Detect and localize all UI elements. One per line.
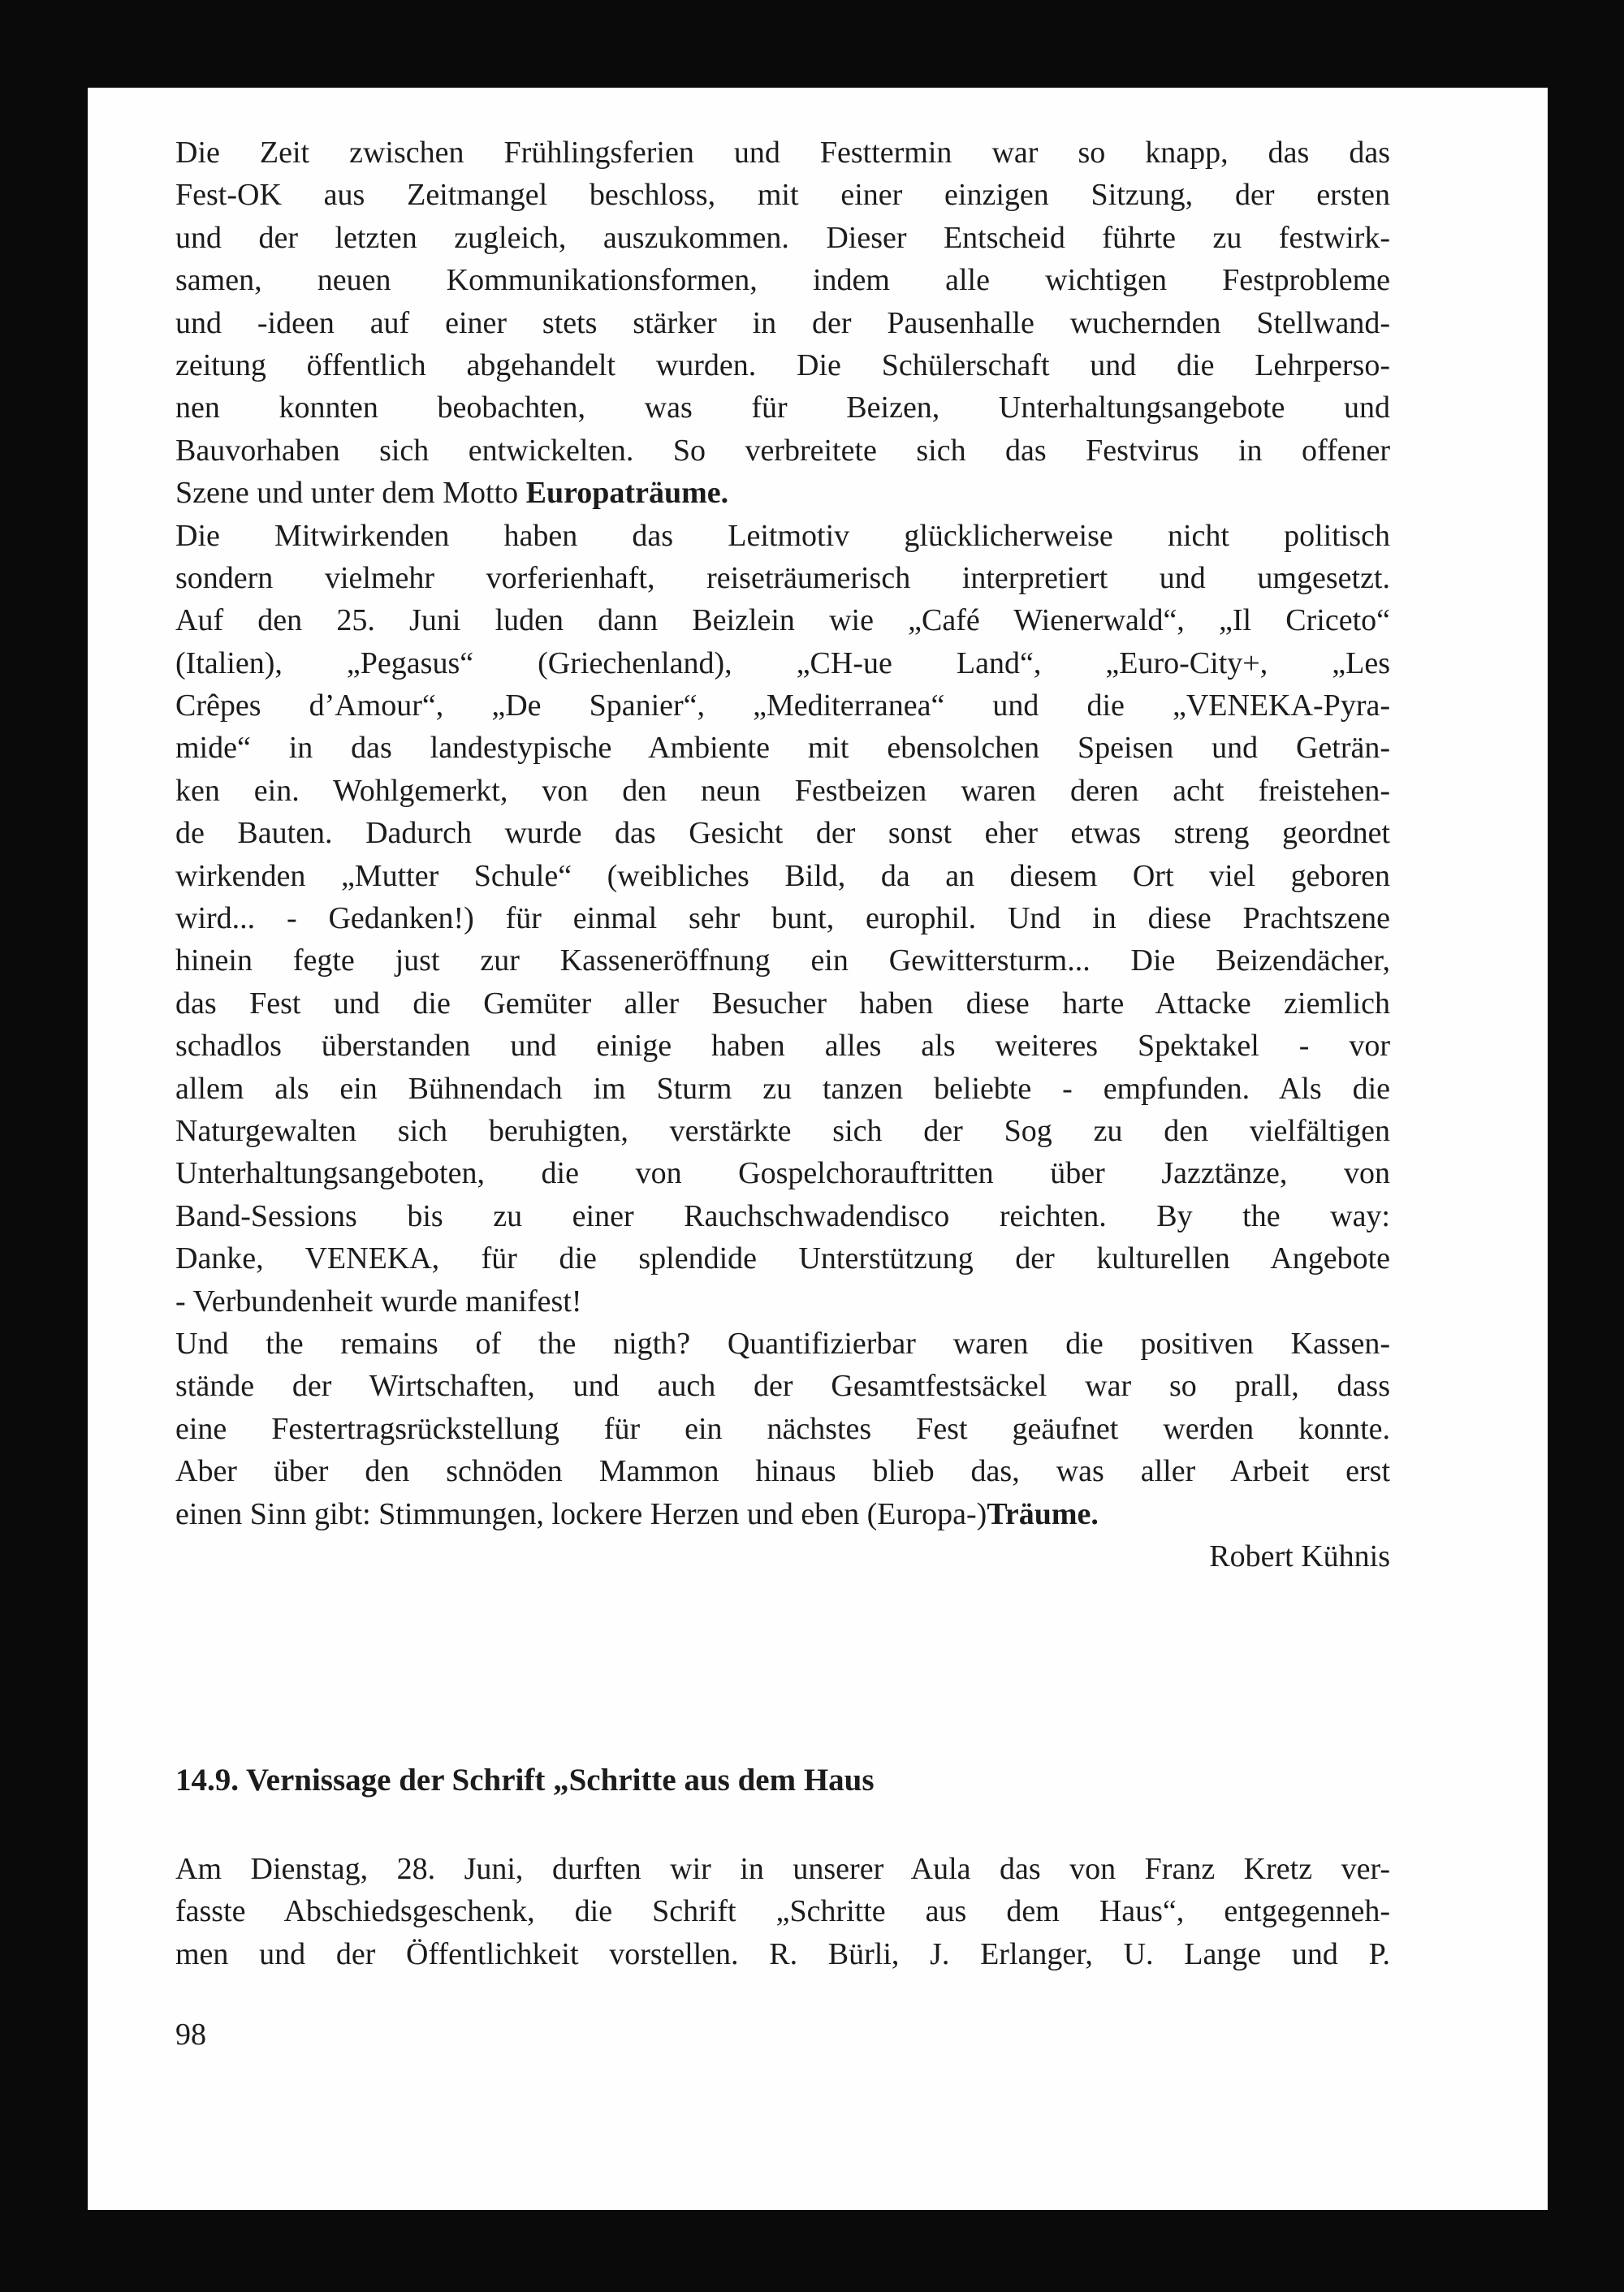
line-text: Die Mitwirkenden haben das Leitmotiv glücklicherweise nicht politisch (175, 518, 1390, 553)
text-line (175, 1493, 1390, 1535)
text-line (175, 812, 1390, 854)
text-line (175, 855, 1390, 897)
line-text: Unterhaltungsangeboten, die von Gospelchorauftritten über Jazztänze, von (175, 1156, 1390, 1191)
line-text: das Fest und die Gemüter aller Besucher haben diese harte Attacke ziemlich (175, 986, 1390, 1021)
text-line (175, 515, 1390, 557)
line-text: allem als ein Bühnendach im Sturm zu tanzen beliebte - empfunden. Als die (175, 1071, 1390, 1106)
text-line (175, 1152, 1390, 1194)
text-line (175, 770, 1390, 812)
line-text: wirkenden „Mutter Schule“ (weibliches Bild, da an diesem Ort viel geboren (175, 858, 1390, 893)
text-line (175, 1890, 1390, 1932)
text-line (175, 259, 1390, 301)
line-text: Danke, VENEKA, für die splendide Unterstützung der kulturellen Angebote (175, 1241, 1390, 1276)
text-line (175, 1068, 1390, 1110)
text-line (175, 642, 1390, 684)
line-text: mide“ in das landestypische Ambiente mit ebensolchen Speisen und Geträn- (175, 731, 1390, 766)
text-line (175, 599, 1390, 641)
line-text: und -ideen auf einer stets stärker in der Pausenhalle wuchernden Stellwand- (175, 305, 1390, 340)
text-line (175, 982, 1390, 1025)
line-text: einen Sinn gibt: Stimmungen, lockere Herzen und eben (Europa-) (175, 1496, 987, 1531)
page-number: 98 (175, 2018, 206, 2052)
line-text: stände der Wirtschaften, und auch der Gesamtfestsäckel war so prall, dass (175, 1369, 1390, 1404)
line-text: und der letzten zugleich, auszukommen. Dieser Entscheid führte zu festwirk- (175, 220, 1390, 255)
text-line (175, 1450, 1390, 1492)
line-text: sondern vielmehr vorferienhaft, reiseträumerisch interpretiert und umgesetzt. (175, 560, 1390, 595)
line-text: nen konnten beobachten, was für Beizen, Unterhaltungsangebote und (175, 391, 1390, 425)
text-line (175, 939, 1390, 982)
line-text: de Bauten. Dadurch wurde das Gesicht der sonst eher etwas streng geordnet (175, 816, 1390, 851)
line-text: Bauvorhaben sich entwickelten. So verbreitete sich das Festvirus in offener (175, 433, 1390, 468)
line-text: Auf den 25. Juni luden dann Beizlein wie „Café Wienerwald“, „Il Criceto“ (175, 603, 1390, 638)
line-text: samen, neuen Kommunikationsformen, indem alle wichtigen Festprobleme (175, 263, 1390, 298)
text-line (175, 302, 1390, 344)
line-text: Robert Kühnis (1209, 1539, 1390, 1573)
article-body (175, 132, 1390, 1578)
line-text: schadlos überstanden und einige haben alles als weiteres Spektakel - vor (175, 1029, 1390, 1064)
line-text: fasste Abschiedsgeschenk, die Schrift „Schritte aus dem Haus“, entgegenneh- (175, 1894, 1390, 1929)
text-line (175, 386, 1390, 429)
text-line (175, 1408, 1390, 1450)
text-line (175, 472, 1390, 514)
line-text: eine Festertragsrückstellung für ein nächstes Fest geäufnet werden konnte. (175, 1411, 1390, 1446)
text-line (175, 1365, 1390, 1407)
line-text: hinein fegte just zur Kasseneröffnung ein Gewittersturm... Die Beizendächer, (175, 943, 1390, 978)
text-line (175, 1025, 1390, 1067)
line-text: (Italien), „Pegasus“ (Griechenland), „CH-ue Land“, „Euro-City+, „Les (175, 645, 1390, 680)
emphasis-text: Träume. (987, 1496, 1099, 1531)
line-text: zeitung öffentlich abgehandelt wurden. Die Schülerschaft und die Lehrperso- (175, 347, 1390, 382)
line-text: Crêpes d’Amour“, „De Spanier“, „Mediterranea“ und die „VENEKA-Pyra- (175, 688, 1390, 723)
line-text: ken ein. Wohlgemerkt, von den neun Festbeizen waren deren acht freistehen- (175, 773, 1390, 808)
line-text: Die Zeit zwischen Frühlingsferien und Festtermin war so knapp, das das (175, 136, 1390, 170)
text-line (175, 1280, 1390, 1323)
text-line (175, 1237, 1390, 1280)
emphasis-text: Europaträume. (525, 476, 729, 511)
text-line (175, 1195, 1390, 1237)
line-text: Band-Sessions bis zu einer Rauchschwadendisco reichten. By the way: (175, 1198, 1390, 1233)
text-line (175, 727, 1390, 769)
text-line (175, 429, 1390, 472)
text-line (175, 897, 1390, 939)
text-line (175, 1110, 1390, 1152)
text-line (175, 217, 1390, 259)
text-line (175, 174, 1390, 216)
text-line (175, 344, 1390, 386)
line-text: Am Dienstag, 28. Juni, durften wir in unserer Aula das von Franz Kretz ver- (175, 1852, 1390, 1886)
text-line (175, 1323, 1390, 1365)
line-text: men und der Öffentlichkeit vorstellen. R. Bürli, J. Erlanger, U. Lange und P. (175, 1936, 1390, 1971)
text-line (175, 1848, 1390, 1890)
line-text: wird... - Gedanken!) für einmal sehr bunt, europhil. Und in diese Prachtszene (175, 901, 1390, 936)
line-text: Naturgewalten sich beruhigten, verstärkte sich der Sog zu den vielfältigen (175, 1113, 1390, 1148)
text-line (175, 557, 1390, 599)
section-body (175, 1848, 1390, 1975)
line-text: Szene und unter dem Motto (175, 476, 526, 511)
section-heading: 14.9. Vernissage der Schrift „Schritte aus dem Haus (175, 1763, 875, 1798)
text-line (175, 132, 1390, 174)
text-line (175, 1933, 1390, 1975)
line-text: - Verbundenheit wurde manifest! (175, 1284, 582, 1319)
line-text: Aber über den schnöden Mammon hinaus blieb das, was aller Arbeit erst (175, 1454, 1390, 1489)
line-text: Fest-OK aus Zeitmangel beschloss, mit einer einzigen Sitzung, der ersten (175, 178, 1390, 213)
author-signature (175, 1535, 1390, 1578)
text-line (175, 684, 1390, 727)
line-text: Und the remains of the nigth? Quantifizierbar waren die positiven Kassen- (175, 1326, 1390, 1361)
